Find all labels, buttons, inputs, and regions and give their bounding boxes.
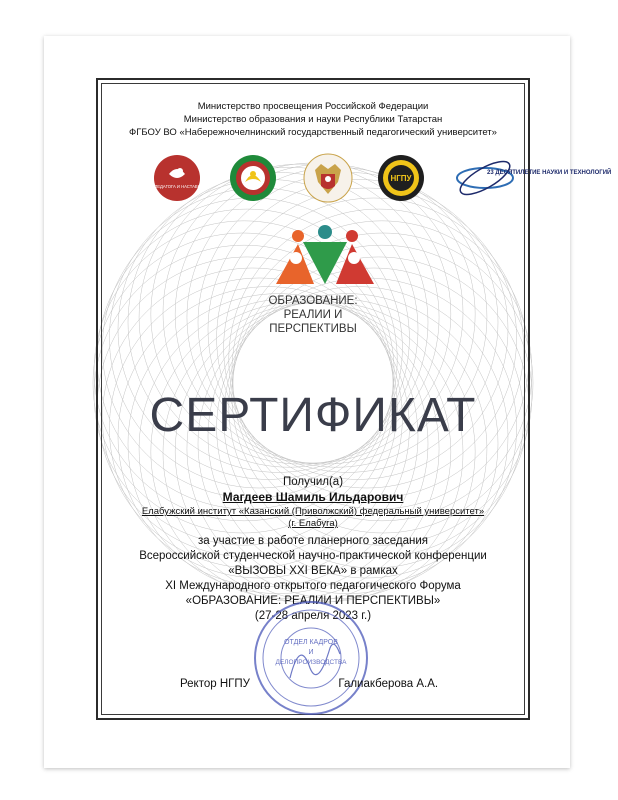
russia-coat-of-arms-logo [303,152,353,204]
recipient-name: Магдеев Шамиль Ильдарович [222,490,404,504]
emblem-line-3: ПЕРСПЕКТИВЫ [269,323,357,335]
rector-role: Ректор НГПУ [180,678,250,690]
forum-emblem-figures [270,222,380,292]
tatarstan-emblem-logo [229,154,277,202]
body-line-3: «ВЫЗОВЫ XXI ВЕКА» в рамках [228,565,398,577]
logo4-text: НГПУ [390,174,412,183]
logo1-text: ГОД ПЕДАГОГА И НАСТАВНИКА [145,184,209,189]
forum-emblem-text [101,294,525,336]
institution-line-2: (г. Елабуга) [288,518,338,529]
body-line-1: за участие в работе планерного заседания [197,535,428,547]
received-label: Получил(а) [282,476,344,488]
institution-line-1: Елабужский институт «Казанский (Приволжский) федеральный университет» [141,506,485,517]
emblem-line-2: РЕАЛИИ И [283,309,343,321]
header-university: ФГБОУ ВО «Набережночелнинский государственный педагогический университет» [129,127,497,138]
certificate-title: СЕРТИФИКАТ [149,389,477,442]
ngpu-logo [377,154,425,202]
header-ministry-1: Министерство просвещения Российской Федерации [197,101,429,112]
stamp-line-2: И [308,649,314,656]
signature-row [180,678,438,690]
official-stamp [246,598,376,718]
rector-name: Галиакберова А.А. [338,678,439,690]
body-line-5: «ОБРАЗОВАНИЕ: РЕАЛИИ И ПЕРСПЕКТИВЫ» [185,595,441,607]
stamp-line-1: ОТДЕЛ КАДРОВ [284,639,338,646]
logos-row [101,150,612,206]
header-ministry-2: Министерство образования и науки Республики Татарстан [183,114,443,125]
stamp-line-3: ДЕЛОПРОИЗВОДСТВА [275,659,347,666]
logo5-text: 23 ДЕСЯТИЛЕТИЕ НАУКИ И ТЕХНОЛОГИЙ [487,170,612,176]
body-line-4: XI Международного открытого педагогического Форума [165,580,461,592]
decade-of-science-logo [453,156,612,200]
body-line-2: Всероссийской студенческой научно-практической конференции [139,550,487,562]
body-line-6: (27-28 апреля 2023 г.) [254,610,372,622]
emblem-line-1: ОБРАЗОВАНИЕ: [268,295,358,307]
year-of-teacher-logo [145,154,209,202]
